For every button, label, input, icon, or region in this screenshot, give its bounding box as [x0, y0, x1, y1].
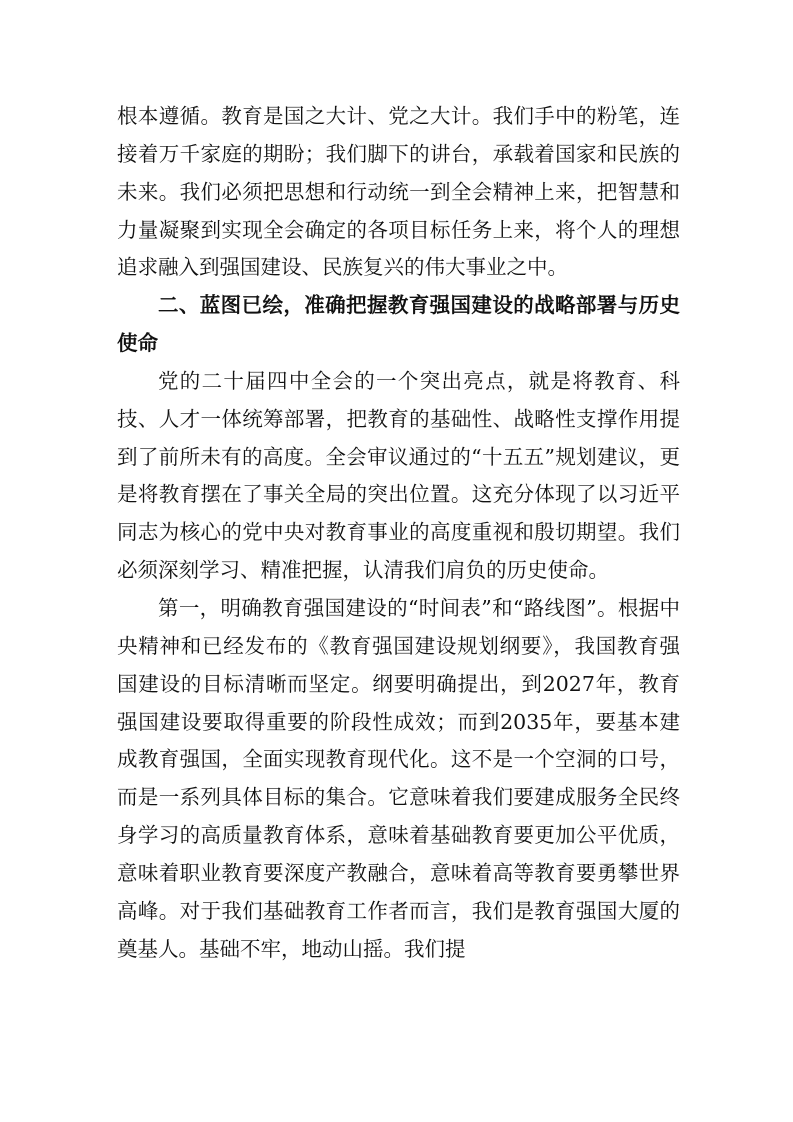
body-paragraph-2: 党的二十届四中全会的一个突出亮点，就是将教育、科技、人才一体统筹部署，把教育的基础性、战略性支撑作用提到了前所未有的高度。全会审议通过的“十五五”规划建议，更是将教育摆在了事关全局的突出位置。这充分体现了以习近平同志为核心的党中央对教育事业的高度重视和殷切期望。我们必须深刻学习、精准把握，认清我们肩负的历史使命。: [117, 368, 680, 583]
body-paragraph-3: 第一，明确教育强国建设的“时间表”和“路线图”。根据中央精神和已经发布的《教育强国建设规划纲要》，我国教育强国建设的目标清晰而坚定。纲要明确提出，到2027年，教育强国建设要取得重要的阶段性成效；而到2035年，要基本建成教育强国，全面实现教育现代化。这不是一个空洞的口号，而是一系列具体目标的集合。它意味着我们要建成服务全民终身学习的高质量教育体系，意味着基础教育要更加公平优质，意味着职业教育要深度产教融合，意味着高等教育要勇攀世界高峰。对于我们基础教育工作者而言，我们是教育强国大厦的奠基人。基础不牢，地动山摇。我们提: [117, 595, 680, 961]
section-heading: 二、蓝图已绘，准确把握教育强国建设的战略部署与历史使命: [117, 293, 680, 356]
body-paragraph-1: 根本遵循。教育是国之大计、党之大计。我们手中的粉笔，连接着万千家庭的期盼；我们脚下的讲台，承载着国家和民族的未来。我们必须把思想和行动统一到全会精神上来，把智慧和力量凝聚到实现全会确定的各项目标任务上来，将个人的理想追求融入到强国建设、民族复兴的伟大事业之中。: [117, 104, 680, 280]
document-body: [117, 98, 680, 968]
